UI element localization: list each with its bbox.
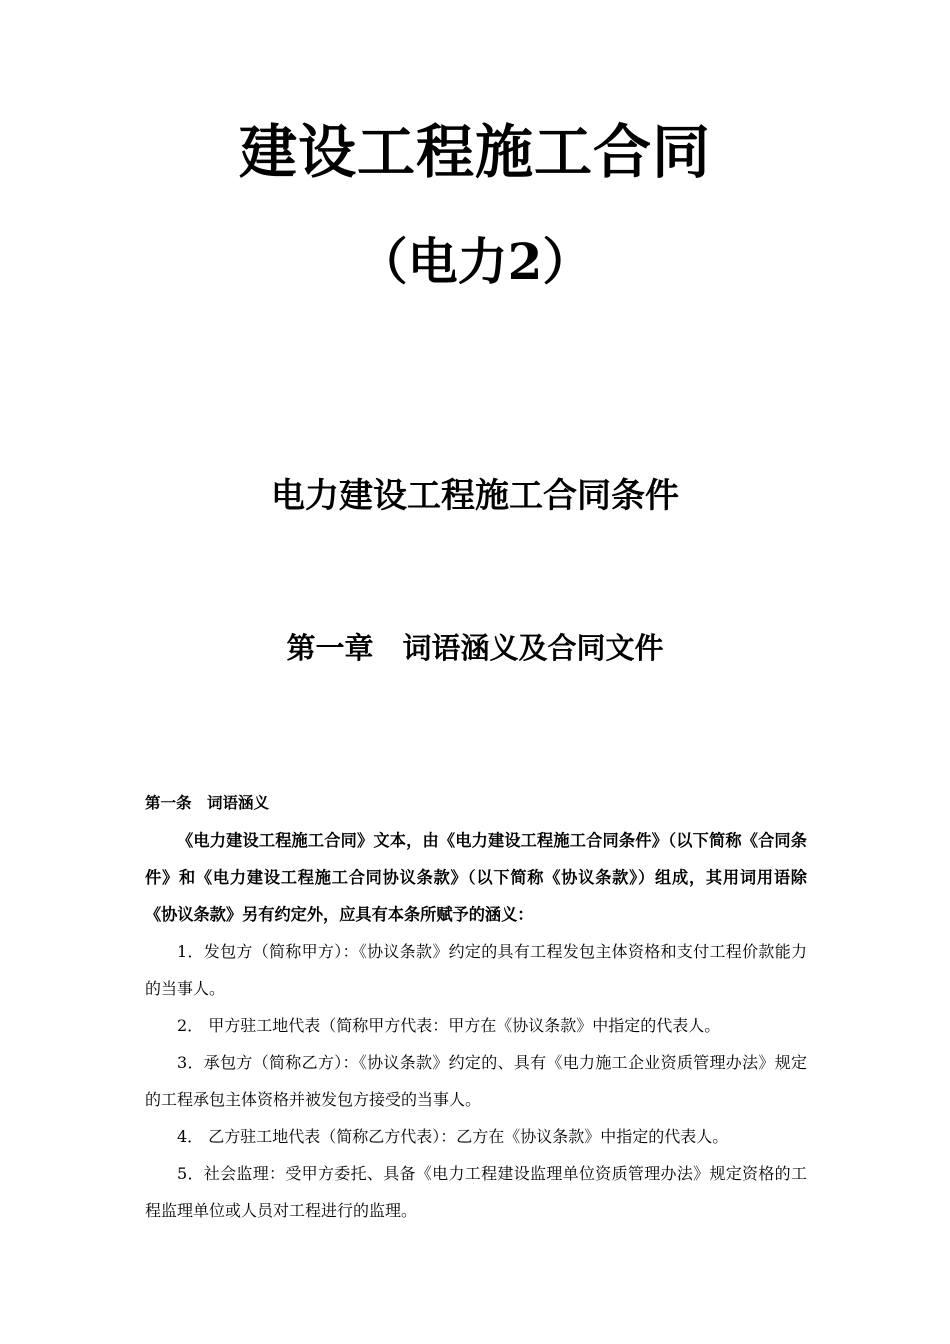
definition-item-4: 4． 乙方驻工地代表（简称乙方代表）：乙方在《协议条款》中指定的代表人。	[177, 1127, 729, 1146]
document-title: 建设工程施工合同	[238, 118, 711, 186]
article-heading: 第一条 词语涵义	[145, 793, 270, 812]
conditions-title: 电力建设工程施工合同条件	[271, 476, 679, 516]
definition-item-5: 5．社会监理：受甲方委托、具备《电力工程建设监理单位资质管理办法》规定资格的工程监理单位或人员对工程进行的监理。	[145, 1164, 807, 1220]
definition-item-1: 1．发包方（简称甲方）：《协议条款》约定的具有工程发包主体资格和支付工程价款能力的当事人。	[145, 942, 807, 998]
intro-paragraph: 《电力建设工程施工合同》文本，由《电力建设工程施工合同条件》（以下简称《合同条件》和《电力建设工程施工合同协议条款》（以下简称《协议条款》）组成，其用词用语除《协议条款》另有约定外，应具有本条所赋予的涵义：	[145, 831, 807, 924]
definition-item-2: 2． 甲方驻工地代表（简称甲方代表：甲方在《协议条款》中指定的代表人。	[177, 1016, 721, 1035]
document-subtitle: （电力2）	[357, 232, 593, 291]
chapter-title: 第一章 词语涵义及合同文件	[286, 631, 664, 665]
definition-item-3: 3．承包方（简称乙方）：《协议条款》约定的、具有《电力施工企业资质管理办法》规定的工程承包主体资格并被发包方接受的当事人。	[145, 1053, 807, 1109]
